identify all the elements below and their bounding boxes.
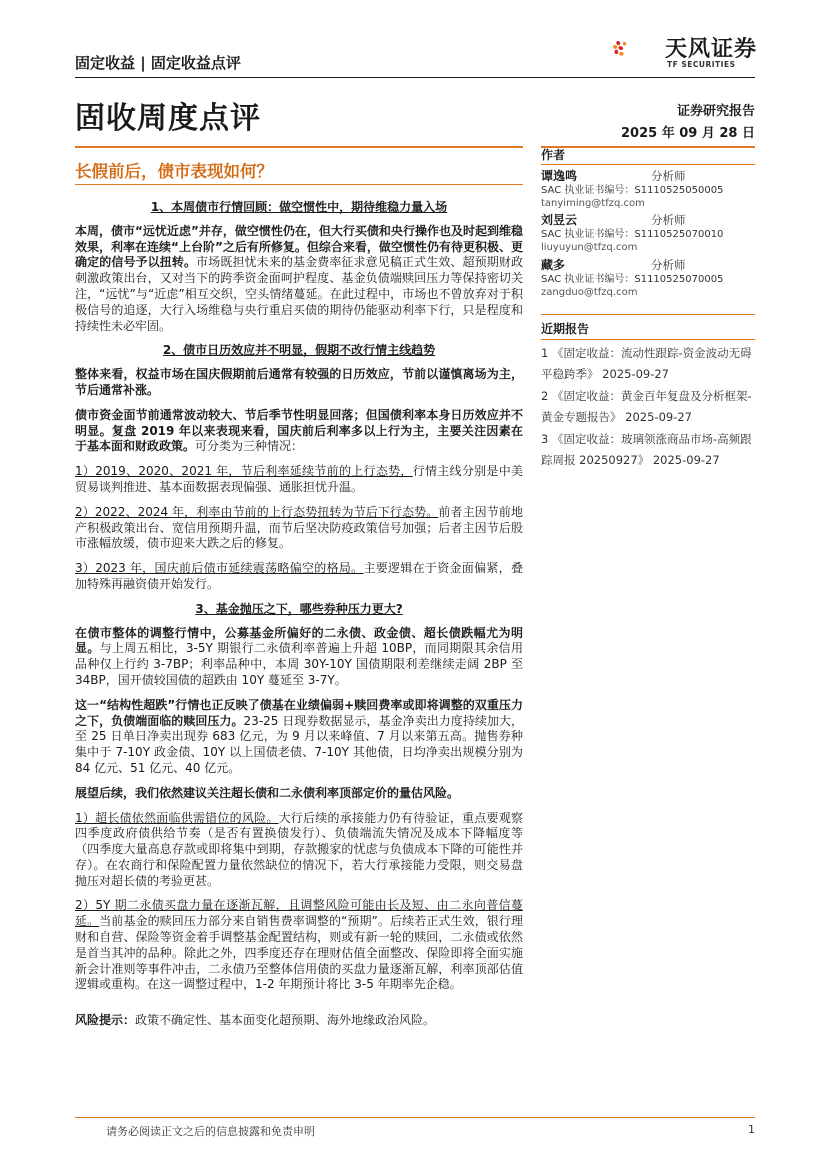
subtitle-divider: [75, 184, 523, 185]
paragraph: 本周，债市“远忧近虑”并存，做空惯性仍在，但大行买债和央行操作也及时起到维稳效果，利率在连续“上台阶”之后有所修复。但综合来看，做空惯性仍有待更积极、更确定的信号予以扭转。市场既担忧未来的基金费率征求意见稿正式生效、超预期财政刺激政策出台，又对当下的跨季资金面呵护程度、基金负债端赎回压力等保持密切关注，“远忧”与“近虑”相互交织，空头情绪蔓延。在此过程中，市场也不曾放弃对于积极信号的追逐，大行入场维稳与央行重启买债的期待仍能驱动利率下行，只是程度和持续性未必牢固。: [75, 223, 523, 333]
list-item: 1）超长债依然面临供需错位的风险。大行后续的承接能力仍有待验证，重点要观察四季度政府债供给节奏（是否有置换债发行）、负债端流失情况及成本下降幅度等（四季度大量高息存款或即将集中到期，存款搬家的忧虑与负债成本下降的可能性并存）。在农商行和保险配置力量依然缺位的情况下，若大行承接能力受限，则交易盘抛压对超长债的考验更甚。: [75, 810, 523, 888]
authors-divider: [541, 164, 755, 165]
authors-heading: 作者: [541, 148, 566, 162]
logo-petal: [616, 40, 621, 46]
section-heading: 3、基金抛压之下，哪些券种压力更大?: [195, 601, 403, 616]
list-item: 3）2023 年，国庆前后债市延续震荡略偏空的格局。主要逻辑在于资金面偏紧，叠加特殊再融资债开始发行。: [75, 561, 523, 591]
paragraph: 展望后续，我们依然建议关注超长债和二永债利率顶部定价的量估风险。: [75, 785, 460, 800]
recent-report-item[interactable]: 2 《固定收益：黄金百年复盘及分析框架-黄金专题报告》 2025-09-27: [541, 389, 752, 424]
title-divider: [75, 146, 523, 148]
list-item: 1）2019、2020、2021 年，节后利率延续节前的上行态势，行情主线分别是中美贸易谈判推进、基本面数据表现偏强、通胀担忧升温。: [75, 464, 523, 494]
header-divider: [75, 77, 755, 78]
footer-divider: [75, 1117, 755, 1118]
logo-petal: [615, 50, 619, 54]
recent-reports-list: [541, 343, 755, 472]
report-date: 2025 年 09 月 28 日: [621, 126, 755, 141]
logo-petal: [619, 52, 623, 56]
list-item: 2）2022、2024 年，利率由节前的上行态势扭转为节后下行态势。前者主因节前地产积极政策出台、宽信用预期升温，而节后坚决防疫政策信号加强；后者主因节后股市涨幅放缓，债市迎来大跌之后的修复。: [75, 504, 523, 551]
disclaimer-note: 请务必阅读正文之后的信息披露和免责申明: [106, 1125, 315, 1138]
section-heading: 1、本周债市行情回顾：做空惯性中，期待维稳力量入场: [150, 200, 448, 214]
report-type: 证券研究报告: [676, 104, 755, 119]
list-item: 2）5Y 期二永债买盘力量在逐渐瓦解，且调整风险可能由长及短、由二永向普信蔓延。当前基金的赎回压力部分来自销售费率调整的“预期”。后续若正式生效，银行理财和自营、保险等资金着手调整基金配置结构，则或有新一轮的赎回，二永债或依然是首当其冲的品种。除此之外，四季度还存在理财估值全面整改、保险即将全面实施新会计准则等事件冲击，二永债乃至整体信用债的买盘力量逐渐瓦解，利率顶部估值逻辑或重构。在这一调整过程中，1-2 年期预计将比 3-5 年期率先企稳。: [75, 898, 523, 992]
logo-petal: [613, 45, 617, 49]
paragraph: 这一“结构性超跌”行情也正反映了债基在业绩偏弱+赎回费率或即将调整的双重压力之下，负债端面临的赎回压力。23-25 日现券数据显示，基金净卖出力度持续加大，至 25 日单日净卖出现券 683 亿元，为 9 月以来峰值、7 月以来第五高。抛售券种集中于 7-10Y 政金债、10Y 以上国债老债、7-10Y 其他债，日均净卖出规模分别为 84 亿元、51 亿元、40 亿元。: [75, 697, 523, 775]
recent-report-item[interactable]: 1 《固定收益：流动性跟踪-资金波动无碍平稳跨季》 2025-09-27: [541, 346, 752, 381]
paragraph: 在债市整体的调整行情中，公募基金所偏好的二永债、政金债、超长债跌幅尤为明显。与上周五相比，3-5Y 期银行二永债利率普遍上升超 10BP，而同期限其余信用品种仅上行约 3-7BP；利率品种中，本周 30Y-10Y 国债期限利差继续走阔 2BP 至 34BP，国开债较国债的超跌由 10Y 蔓延至 3-7Y。: [75, 625, 523, 687]
report-subtitle: 长假前后，债市表现如何？: [75, 162, 273, 181]
page-number: 1: [748, 1123, 755, 1136]
recent-divider: [541, 339, 755, 340]
page-title: 固收周度点评: [75, 101, 261, 136]
recent-reports-heading: 近期报告: [541, 322, 590, 336]
logo-english: TF SECURITIES: [667, 60, 736, 69]
main-content: [75, 200, 523, 1038]
analyst-email[interactable]: liuyuyun@tfzq.com: [541, 242, 638, 253]
recent-top-divider: [541, 314, 755, 315]
analyst-email[interactable]: tanyiming@tfzq.com: [541, 198, 645, 209]
analyst-card: 刘昱云 分析师 SAC 执业证书编号：S1110525070010 liuyuyun@tfzq.com: [541, 214, 755, 254]
recent-report-item[interactable]: 3 《固定收益：玻璃领涨商品市场-高频跟踪周报 20250927》 2025-09-27: [541, 432, 752, 467]
logo-petal: [618, 45, 624, 50]
logo-mark: [612, 20, 662, 78]
report-category: 固定收益 | 固定收益点评: [75, 54, 241, 72]
logo-petal: [623, 42, 626, 46]
paragraph: 整体来看，权益市场在国庆假期前后通常有较强的日历效应，节前以谨慎离场为主，节后通常补涨。: [75, 367, 523, 397]
analyst-card: 藏多 分析师 SAC 执业证书编号：S1110525070005 zangduo@tfzq.com: [541, 259, 755, 299]
risk-warning: 风险提示：政策不确定性、基本面变化超预期、海外地缘政治风险。: [75, 1013, 436, 1028]
section-heading: 2、债市日历效应并不明显，假期不改行情主线趋势: [162, 343, 436, 358]
logo-name: 天风证券: [665, 37, 758, 62]
analyst-card: 谭逸鸣 分析师 SAC 执业证书编号：S1110525050005 tanyiming@tfzq.com: [541, 170, 755, 210]
analyst-email[interactable]: zangduo@tfzq.com: [541, 287, 638, 298]
paragraph: 债市资金面节前通常波动较大、节后季节性明显回落；但国债利率本身日历效应并不明显。复盘 2019 年以来表现来看，国庆前后利率多以上行为主，主要关注因素在于基本面和财政政策。可分类为三种情况：: [75, 407, 523, 454]
